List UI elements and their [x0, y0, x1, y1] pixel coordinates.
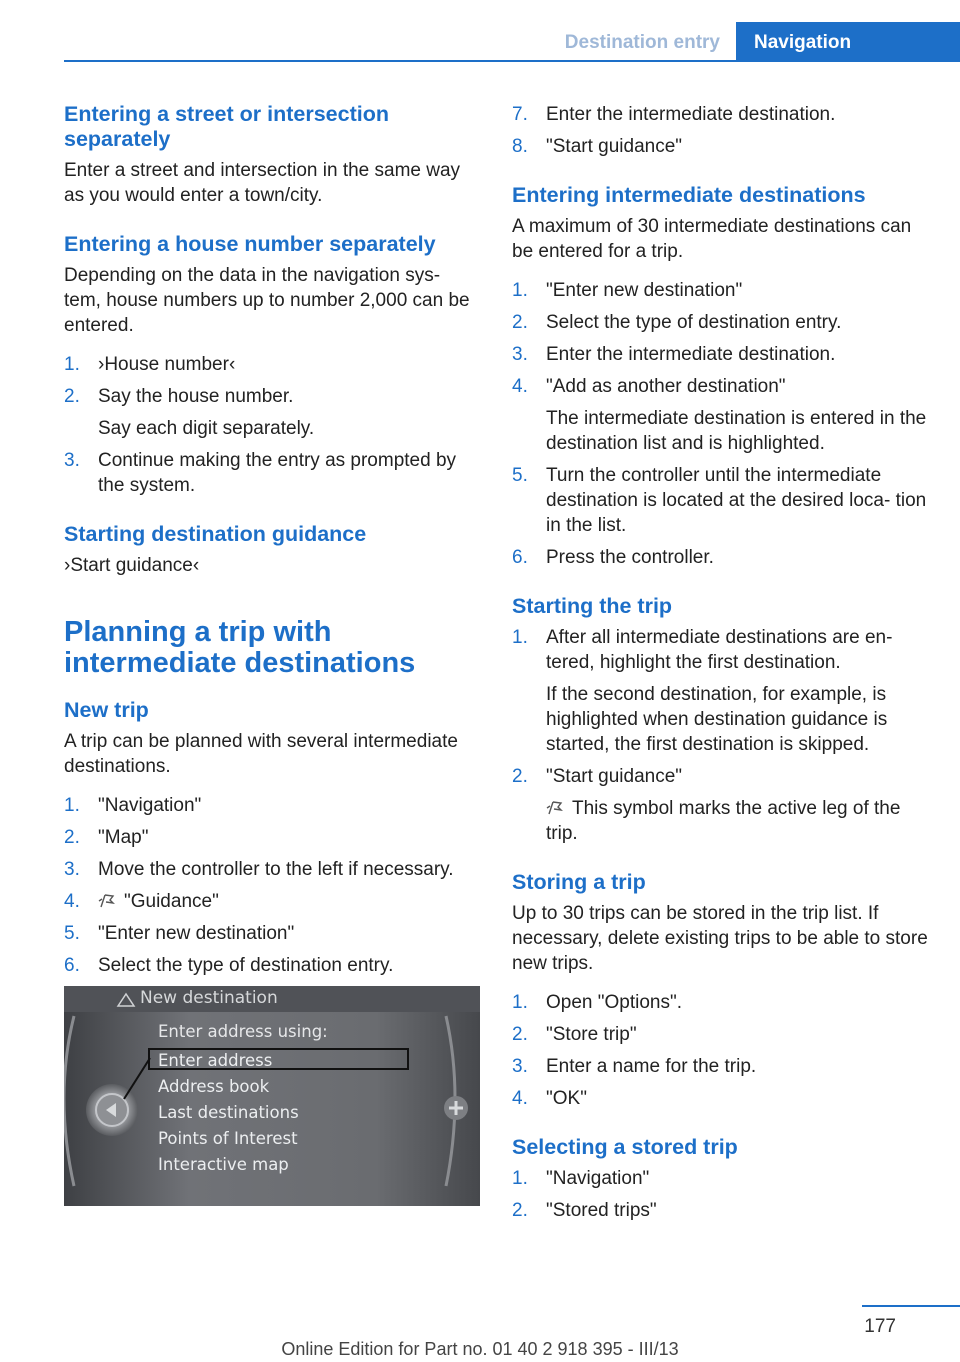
list-item: 1. "Navigation"	[512, 1168, 650, 1189]
list-item: 3. Enter the intermediate destination.	[512, 344, 836, 365]
active-leg-flag-icon	[546, 797, 564, 813]
list-item: 2. "Stored trips"	[512, 1200, 657, 1221]
heading-starting-trip: Starting the trip	[512, 594, 673, 618]
footer-edition-text: Online Edition for Part no. 01 40 2 918 395 - III/13	[281, 1339, 679, 1359]
list-item: 1. "Enter new destination"	[512, 280, 743, 301]
intermediate-steps-list	[512, 278, 930, 570]
list-item: 2. Select the type of destination entry.	[512, 312, 842, 333]
list-item: 2. "Map"	[64, 827, 149, 848]
para-street: Enter a street and intersection in the same way as you would enter a town/city.	[64, 160, 461, 206]
heading-house: Entering a house number separately	[64, 232, 436, 256]
trip-steps-list	[512, 625, 930, 846]
list-item: 1. ›House number‹	[64, 354, 236, 375]
left-column	[64, 102, 482, 1206]
para-start-guidance: ›Start guidance‹	[64, 555, 200, 576]
house-steps-list	[64, 352, 482, 498]
list-item: 4. "Guidance"	[64, 891, 219, 912]
list-item: 1. After all intermediate destinations are en- tered, highlight the first destination. If the second destination, for example, is highlighted when destination guidance is started, the first destination is skipped.	[512, 627, 893, 755]
screen-menu-item: Interactive map	[158, 1155, 289, 1174]
heading-street: Entering a street or intersection separately	[64, 102, 389, 151]
heading-new-trip: New trip	[64, 698, 149, 722]
screen-menu-item: Enter address	[158, 1051, 273, 1070]
footer-rule	[862, 1305, 960, 1307]
list-item: 2. Say the house number. Say each digit separately.	[64, 386, 315, 439]
para-new-trip: A trip can be planned with several intermediate destinations.	[64, 731, 458, 777]
idrive-screenshot	[64, 986, 480, 1206]
header-chapter-tab: Navigation	[736, 22, 960, 62]
list-item: 5. Turn the controller until the intermediate destination is located at the desired loca- tion in the list.	[512, 465, 927, 536]
screen-title: New destination	[140, 988, 278, 1008]
list-item: 4. "Add as another destination" The intermediate destination is entered in the destination list and is highlighted.	[512, 376, 927, 454]
list-item: 8. "Start guidance"	[512, 136, 683, 157]
list-item: 4. "OK"	[512, 1088, 587, 1109]
screen-menu-item: Address book	[158, 1077, 270, 1096]
heading-planning: Planning a trip with intermediate destinations	[64, 616, 416, 679]
new-trip-steps-list	[64, 793, 482, 978]
list-item: 1. Open "Options".	[512, 992, 683, 1013]
list-item: 3. Continue making the entry as prompted by the system.	[64, 450, 457, 496]
list-item: 6. Press the controller.	[512, 547, 714, 568]
screen-subtitle: Enter address using:	[158, 1022, 328, 1041]
list-item: 5. "Enter new destination"	[64, 923, 295, 944]
right-column	[512, 102, 930, 1230]
select-steps-list	[512, 1166, 930, 1223]
heading-storing-trip: Storing a trip	[512, 870, 646, 894]
list-item: 6. Select the type of destination entry.	[64, 955, 394, 976]
heading-intermediate: Entering intermediate destinations	[512, 183, 866, 207]
list-item: 3. Enter a name for the trip.	[512, 1056, 757, 1077]
list-item: 2. "Store trip"	[512, 1024, 637, 1045]
guidance-flag-icon	[98, 890, 116, 906]
para-storing-trip: Up to 30 trips can be stored in the trip list. If necessary, delete existing trips to be able to store new trips.	[512, 903, 928, 974]
list-item: 7. Enter the intermediate destination.	[512, 104, 836, 125]
store-steps-list	[512, 990, 930, 1111]
page-header	[64, 22, 960, 62]
continued-steps-list	[512, 102, 930, 159]
para-intermediate: A maximum of 30 intermediate destinations can be entered for a trip.	[512, 216, 912, 262]
heading-selecting-trip: Selecting a stored trip	[512, 1135, 738, 1159]
header-section-title: Destination entry	[564, 32, 720, 53]
screen-menu-item: Points of Interest	[158, 1129, 298, 1148]
list-item: 2. "Start guidance" This symbol marks the active leg of the trip.	[512, 766, 901, 844]
list-item: 1. "Navigation"	[64, 795, 202, 816]
screen-selection-marker	[148, 1048, 409, 1070]
list-item: 3. Move the controller to the left if necessary.	[64, 859, 454, 880]
screen-menu-item: Last destinations	[158, 1103, 299, 1122]
page-number: 177	[864, 1316, 896, 1337]
heading-start-guidance: Starting destination guidance	[64, 522, 367, 546]
para-house: Depending on the data in the navigation sys- tem, house numbers up to number 2,000 can be entered.	[64, 265, 470, 336]
